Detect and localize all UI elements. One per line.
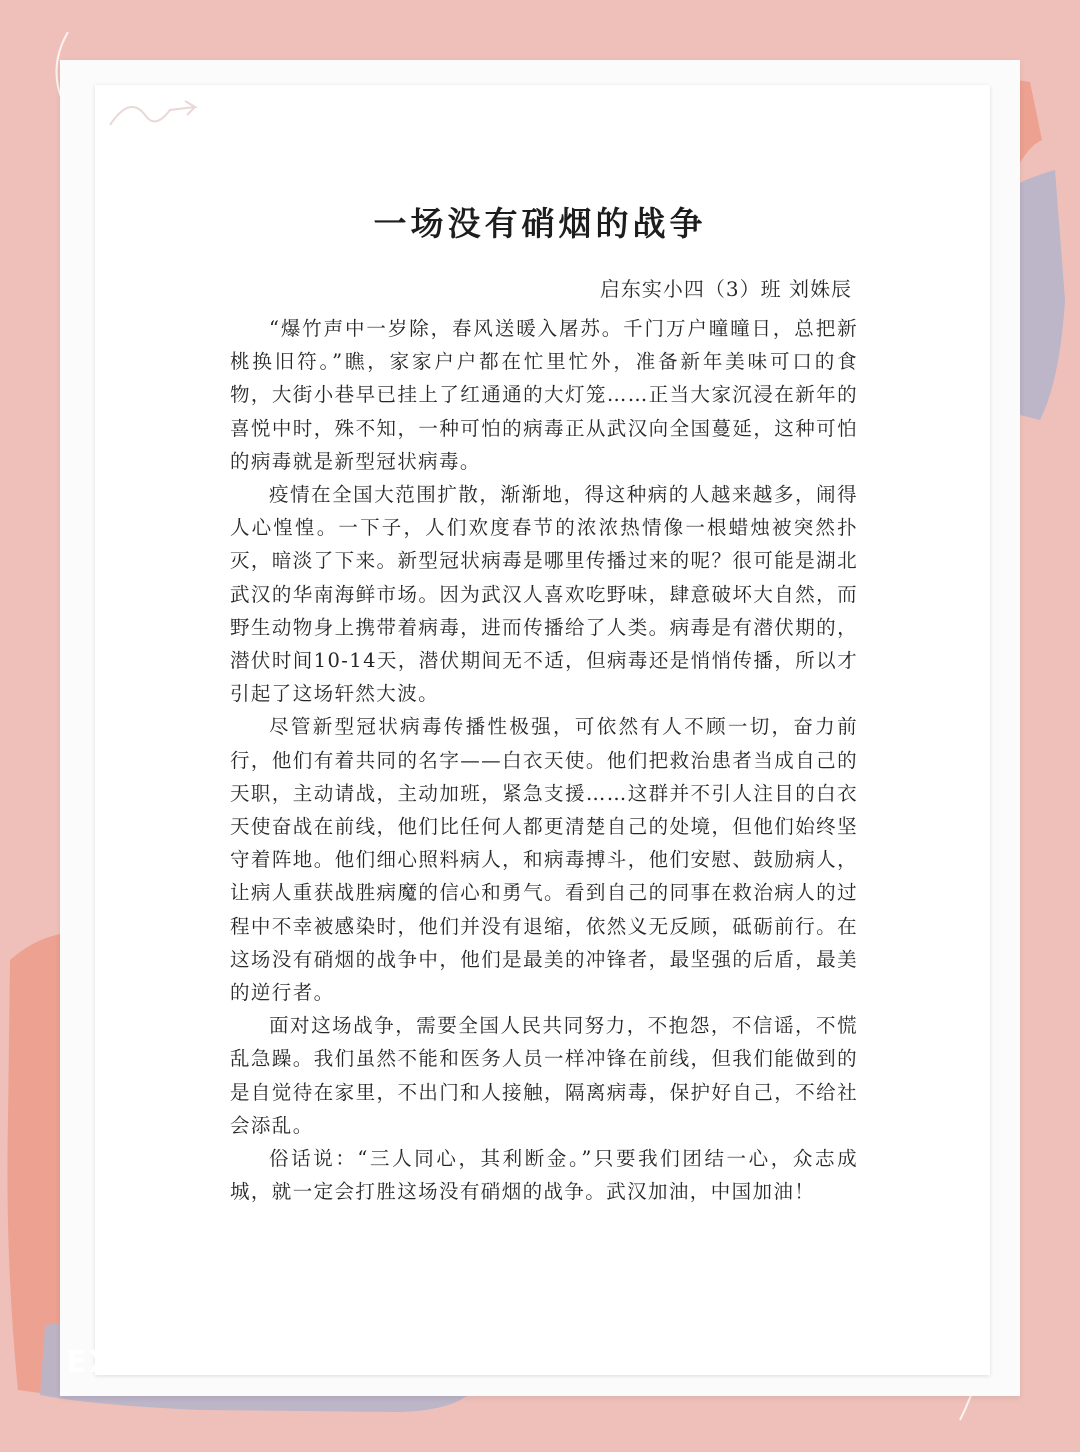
paragraph-3: 尽管新型冠状病毒传播性极强，可依然有人不顾一切，奋力前行，他们有着共同的名字——白衣天使。他们把救治患者当成自己的天职，主动请战，主动加班，紧急支援……这群并不引人注目的白衣天使奋战在前线，他们比任何人都更清楚自己的处境，但他们始终坚守着阵地。他们细心照料病人，和病毒搏斗，他们安慰、鼓励病人，让病人重获战胜病魔的信心和勇气。看到自己的同事在救治病人的过程中不幸被感染时，他们并没有退缩，依然义无反顾，砥砺前行。在这场没有硝烟的战争中，他们是最美的冲锋者，最坚强的后盾，最美的逆行者。 (230, 715, 858, 1005)
article-author: 启东实小四（3）班 刘姝辰 (599, 277, 852, 301)
extraordinary-badge: EXTRAORDINARY (66, 1345, 379, 1380)
paragraph-5: 俗话说：“三人同心，其利断金。”只要我们团结一心，众志成城，就一定会打胜这场没有硝烟的战争。武汉加油，中国加油！ (230, 1147, 858, 1204)
doodle-icon (105, 85, 225, 145)
article-title: 一场没有硝烟的战争 (373, 204, 707, 243)
article-body (230, 312, 858, 1208)
paragraph-1: “爆竹声中一岁除，春风送暖入屠苏。千门万户曈曈日，总把新桃换旧符。”瞧，家家户户都在忙里忙外，准备新年美味可口的食物，大街小巷早已挂上了红通通的大灯笼……正当大家沉浸在新年的喜悦中时，殊不知，一种可怕的病毒正从武汉向全国蔓延，这种可怕的病毒就是新型冠状病毒。 (230, 317, 858, 473)
paragraph-4: 面对这场战争，需要全国人民共同努力，不抱怨，不信谣，不慌乱急躁。我们虽然不能和医务人员一样冲锋在前线，但我们能做到的是自觉待在家里，不出门和人接触，隔离病毒，保护好自己，不给社会添乱。 (230, 1014, 858, 1137)
paragraph-2: 疫情在全国大范围扩散，渐渐地，得这种病的人越来越多，闹得人心惶惶。一下子，人们欢度春节的浓浓热情像一根蜡烛被突然扑灭，暗淡了下来。新型冠状病毒是哪里传播过来的呢？很可能是湖北武汉的华南海鲜市场。因为武汉人喜欢吃野味，肆意破坏大自然，而野生动物身上携带着病毒，进而传播给了人类。病毒是有潜伏期的，潜伏时间10-14天，潜伏期间无不适，但病毒还是悄悄传播，所以才引起了这场轩然大波。 (230, 483, 858, 706)
